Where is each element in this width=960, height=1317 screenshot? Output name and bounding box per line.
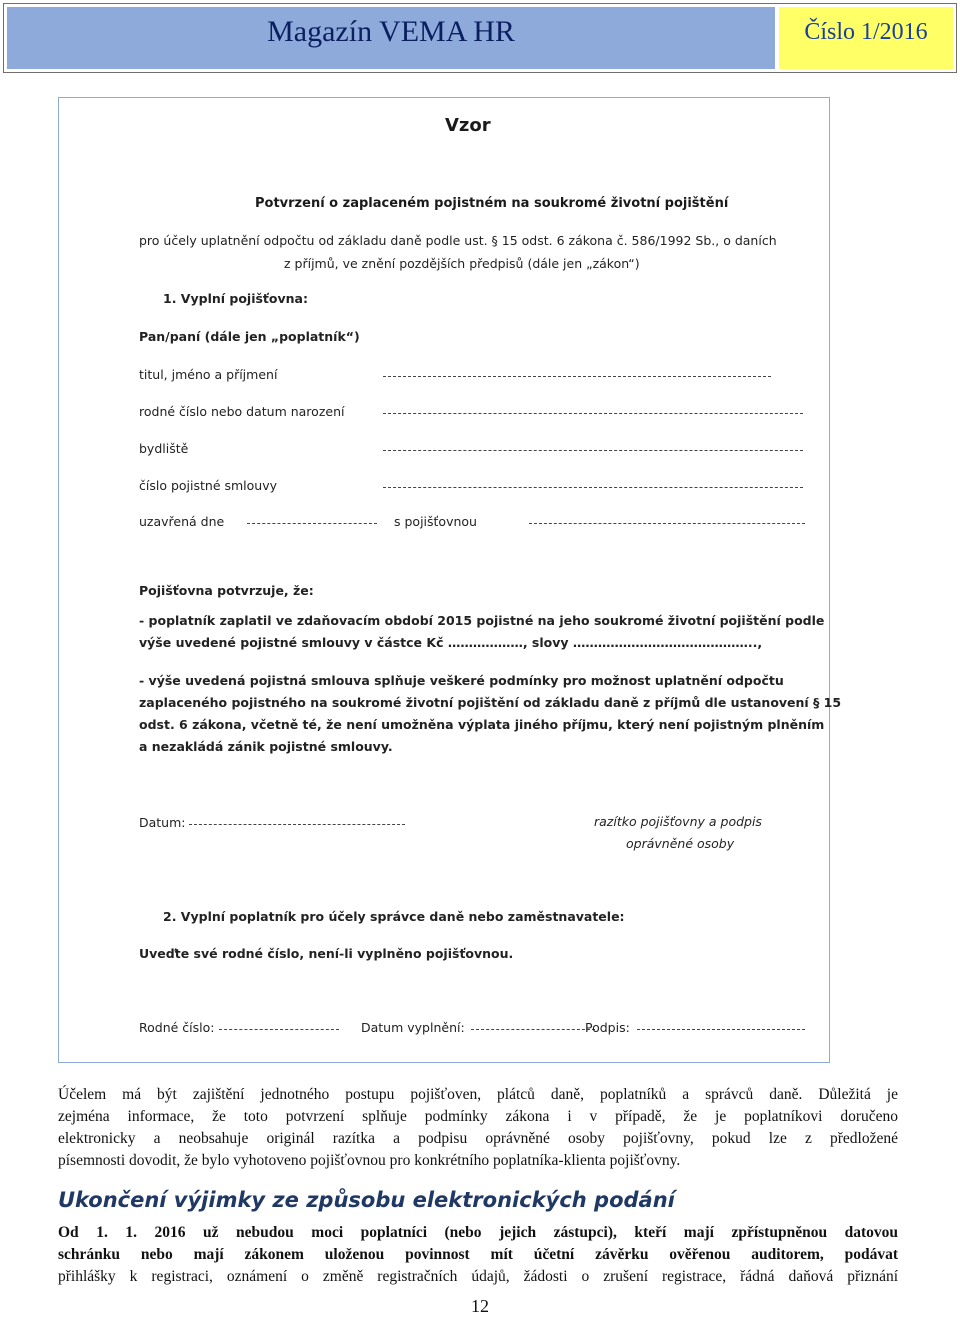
field-birth-label: rodné číslo nebo datum narození	[139, 404, 345, 419]
magazine-title: Magazín VEMA HR	[267, 15, 515, 48]
form-sample	[58, 97, 842, 1063]
date-label: Datum:	[139, 815, 186, 830]
field-concluded-label: uzavřená dne	[139, 514, 225, 529]
header-issue-panel	[779, 7, 953, 69]
confirms-heading: Pojišťovna potvrzuje, že:	[139, 583, 314, 598]
field-address-line	[383, 450, 803, 451]
stamp-label-line2: oprávněné osoby	[626, 836, 735, 851]
birth-number-label: Rodné číslo:	[139, 1020, 215, 1035]
form-subtitle-line1: pro účely uplatnění odpočtu od základu daně podle ust. § 15 odst. 6 zákona č. 586/1992 Sb., o daních	[139, 233, 777, 248]
section2-heading: 2. Vyplní poplatník pro účely správce daně nebo zaměstnavatele:	[163, 909, 625, 924]
instruction-text: Uveďte své rodné číslo, není-li vyplněno pojišťovnou.	[139, 946, 514, 961]
issue-number: Číslo 1/2016	[804, 19, 928, 45]
with-insurer-label: s pojišťovnou	[394, 514, 477, 529]
section-heading: Ukončení výjimky ze způsobu elektronických podání	[58, 1188, 675, 1212]
field-address-label: bydliště	[139, 441, 189, 456]
sample-label: Vzor	[445, 115, 491, 136]
confirm-line: výše uvedené pojistné smlouvy v částce Kč ………………, slovy ……………………………………..,	[139, 635, 763, 650]
paragraph-line: přihlášky k registraci, oznámení o změně registračních údajů, žádosti o zrušení registrace, řádná daňová přiznání	[58, 1268, 898, 1285]
confirm-line: odst. 6 zákona, včetně té, že není umožněna výplata jiného příjmu, který není pojistným plněním	[139, 717, 825, 732]
date-line	[189, 824, 405, 825]
field-name-line	[383, 376, 771, 377]
field-birth-line	[383, 413, 803, 414]
field-contract-label: číslo pojistné smlouvy	[139, 478, 278, 493]
header-title-panel	[7, 7, 775, 69]
signature-label: Podpis:	[585, 1020, 630, 1035]
field-insurer-line	[529, 523, 805, 524]
form-subtitle-line2: z příjmů, ve znění pozdějších předpisů (dále jen „zákon“)	[284, 256, 640, 271]
paragraph-line: zejména informace, že toto potvrzení splňuje podmínky zákona i v případě, že je poplatníkovi doručeno	[58, 1108, 898, 1125]
confirm-line: - poplatník zaplatil ve zdaňovacím období 2015 pojistné na jeho soukromé životní pojištění podle	[139, 613, 825, 628]
payer-label: Pan/paní (dále jen „poplatník“)	[139, 329, 360, 344]
section1-heading: 1. Vyplní pojišťovna:	[163, 291, 308, 306]
confirm-line: zaplaceného pojistného na soukromé životní pojištění od základu daně z příjmů dle ustanovení § 15	[139, 695, 842, 710]
confirm-line: a nezakládá zánik pojistné smlouvy.	[139, 739, 393, 754]
page-number: 12	[471, 1296, 489, 1316]
paragraph-line: schránku nebo mají zákonem uloženou povinnost mít účetní závěrku ověřenou auditorem, podávat	[58, 1246, 898, 1263]
paragraph-line: písemnosti dovodit, že bylo vyhotoveno pojišťovnou pro konkrétního poplatníka-klienta pojišťovny.	[58, 1152, 681, 1169]
birth-number-line	[219, 1029, 339, 1030]
fill-date-line	[471, 1029, 595, 1030]
signature-line	[637, 1029, 805, 1030]
form-title: Potvrzení o zaplaceném pojistném na soukromé životní pojištění	[255, 196, 729, 211]
paragraph-validity	[58, 1084, 898, 1172]
field-concluded-line	[247, 523, 377, 524]
paragraph-electronic-filing	[58, 1222, 898, 1288]
field-name-label: titul, jméno a příjmení	[139, 367, 278, 382]
confirm-line: - výše uvedená pojistná smlouva splňuje veškeré podmínky pro možnost uplatnění odpočtu	[139, 673, 784, 688]
fill-date-label: Datum vyplnění:	[361, 1020, 465, 1035]
paragraph-line: Účelem má být zajištění jednotného postupu pojišťoven, plátců daně, poplatníků a správců daně. Důležitá je	[58, 1086, 898, 1103]
paragraph-line: Od 1. 1. 2016 už nebudou moci poplatníci (nebo jejich zástupci), kteří mají zpřístupněnou datovou	[58, 1224, 898, 1241]
stamp-label-line1: razítko pojišťovny a podpis	[594, 814, 762, 829]
field-contract-line	[383, 487, 803, 488]
paragraph-line: elektronicky a neobsahuje originál razítka a podpisu oprávněné osoby pojišťovny, pokud lze z předložené	[58, 1130, 898, 1147]
